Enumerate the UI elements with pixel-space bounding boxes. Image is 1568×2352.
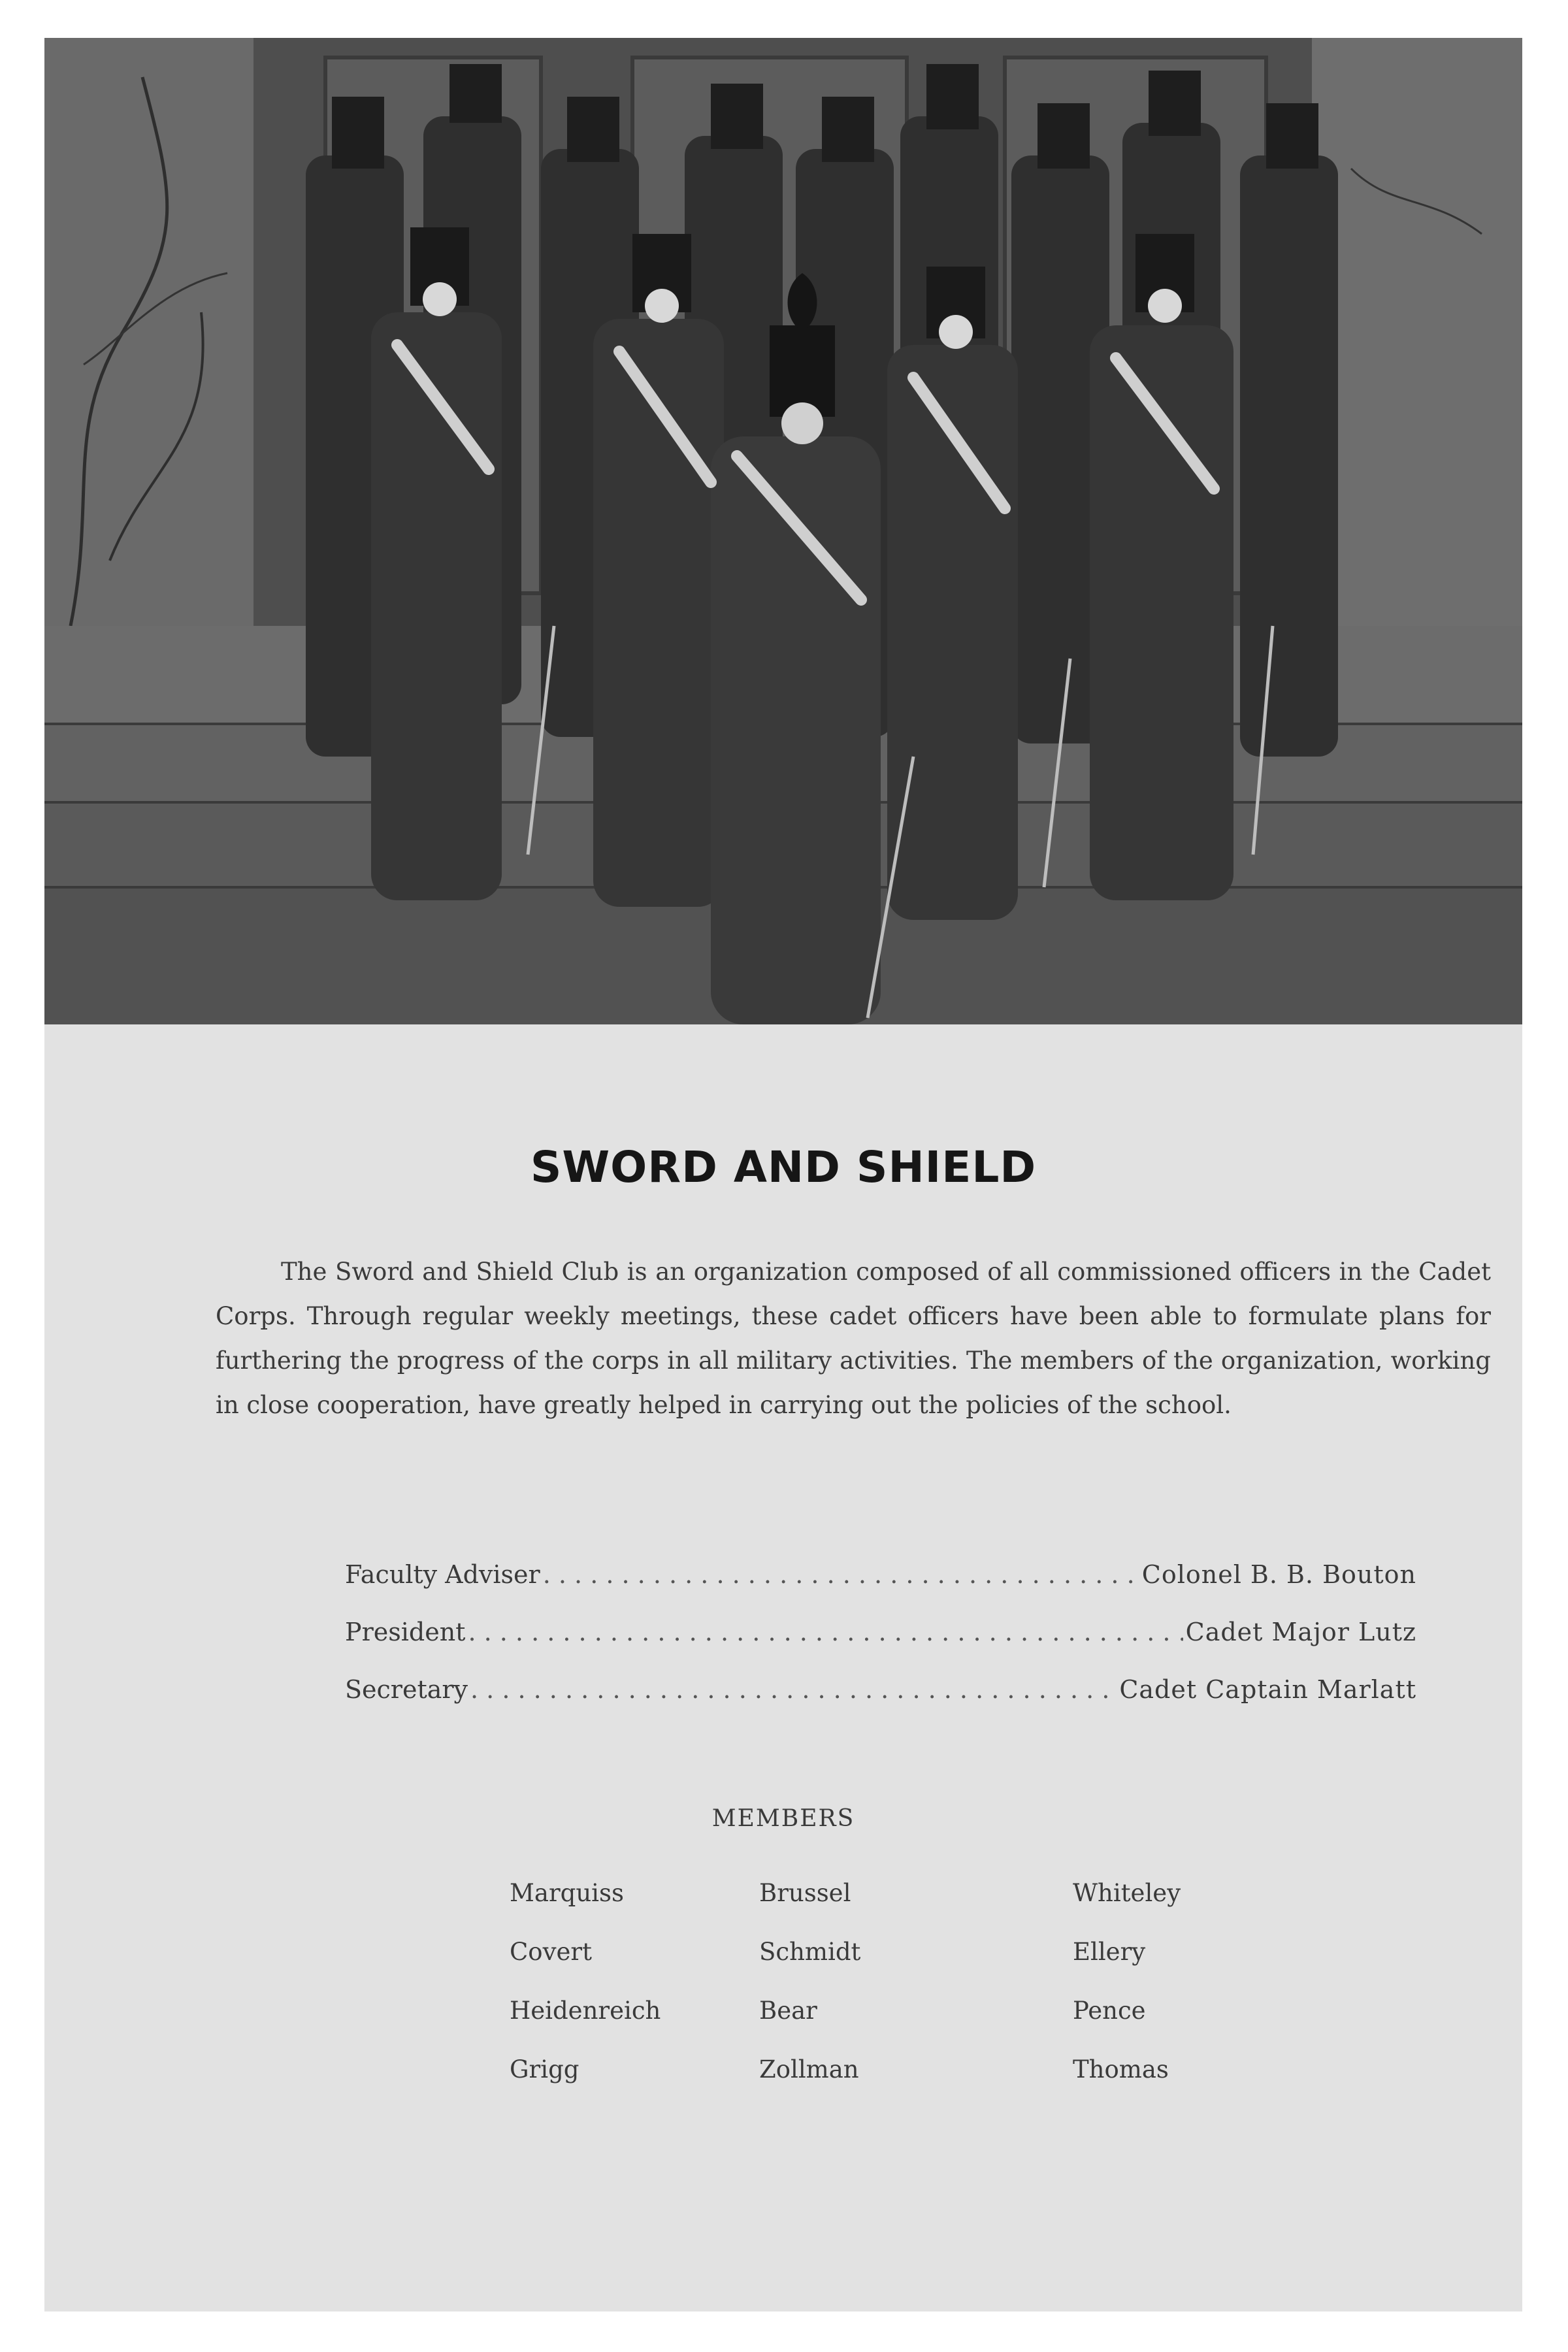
- dot-leader: [468, 1618, 1183, 1646]
- member-name: Covert: [510, 1938, 592, 1966]
- members-heading: MEMBERS: [711, 1805, 855, 1832]
- officer-name: Colonel B. B. Bouton: [1141, 1560, 1416, 1589]
- dot-leader: [543, 1560, 1139, 1589]
- club-description: The Sword and Shield Club is an organization composed of all commissioned officers in the Cadet Corps. Through regular weekly meetings, these cadet officers have been able to formulate plans for furthering the progress of the corps in all military activities. The members of the organization, working in close cooperation, have greatly helped in carrying out the policies of the school.: [216, 1258, 1491, 1419]
- members-column-1: [510, 1864, 661, 2099]
- member-name: Zollman: [759, 2055, 859, 2083]
- members-column-3: [1073, 1864, 1181, 2099]
- member-name: Whiteley: [1073, 1879, 1181, 1907]
- officer-role: Secretary: [345, 1675, 468, 1704]
- officer-row-secretary: [345, 1675, 1416, 1704]
- member-name: Thomas: [1073, 2055, 1169, 2083]
- officer-name: Cadet Major Lutz: [1185, 1618, 1416, 1646]
- page-title: SWORD AND SHIELD: [530, 1142, 1037, 1192]
- officer-row-faculty-adviser: [345, 1560, 1416, 1589]
- member-name: Pence: [1073, 1997, 1146, 2025]
- officer-role: President: [345, 1618, 466, 1646]
- officer-row-president: [345, 1618, 1416, 1646]
- member-name: Marquiss: [510, 1879, 624, 1907]
- member-name: Heidenreich: [510, 1997, 661, 2025]
- member-name: Bear: [759, 1997, 817, 2025]
- member-name: Brussel: [759, 1879, 851, 1907]
- yearbook-page: [44, 38, 1522, 2311]
- members-column-2: [759, 1864, 860, 2099]
- member-name: Schmidt: [759, 1938, 861, 1966]
- group-photo: [44, 38, 1522, 1024]
- cadet-group-photograph: [44, 38, 1522, 1024]
- member-name: Grigg: [510, 2055, 580, 2083]
- member-name: Ellery: [1073, 1938, 1146, 1966]
- dot-leader: [470, 1675, 1117, 1704]
- officer-name: Cadet Captain Marlatt: [1119, 1675, 1416, 1704]
- officer-role: Faculty Adviser: [345, 1560, 540, 1589]
